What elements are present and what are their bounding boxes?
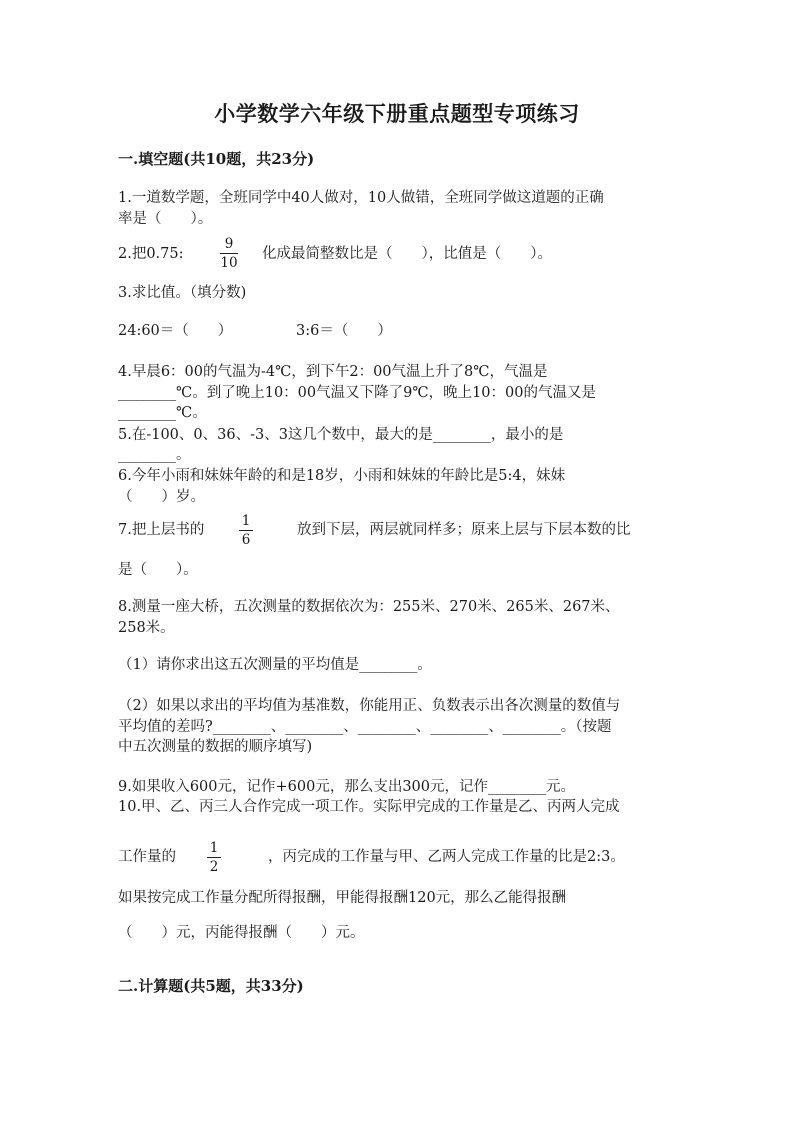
question-1-line-2: 率是（ ）。 — [118, 211, 213, 227]
section-heading-fill-blank: 一.填空题(共10题，共23分) — [118, 150, 315, 168]
question-3-item-1: 24:60＝（ ） — [118, 323, 233, 339]
fraction-numerator: 1 — [241, 513, 251, 529]
question-4-line-1: 4.早晨6：00的气温为-4℃，到下午2：00气温上升了8℃，气温是 — [118, 364, 548, 380]
fraction-denominator: 6 — [241, 532, 251, 548]
question-7-text-before: 7.把上层书的 — [118, 522, 205, 538]
question-5-line-2: ________。 — [118, 447, 191, 463]
page-title: 小学数学六年级下册重点题型专项练习 — [214, 101, 580, 126]
question-10-text-before: 工作量的 — [118, 849, 176, 865]
fraction-denominator: 2 — [209, 859, 219, 875]
question-9-line-1: 9.如果收入600元，记作+600元，那么支出300元，记作________元。 — [118, 779, 576, 795]
question-2-text-before: 2.把0.75: — [118, 246, 184, 262]
question-8-subquestion-2-line-1: （2）如果以求出的平均值为基准数，你能用正、负数表示出各次测量的数值与 — [118, 698, 621, 714]
question-5-line-1: 5.在-100、0、36、-3、3这几个数中，最大的是________，最小的是 — [118, 427, 564, 443]
fraction-bar — [239, 530, 253, 531]
question-10-fraction — [207, 840, 221, 875]
question-10-text-after: ，丙完成的工作量与甲、乙两人完成工作量的比是2:3。 — [268, 849, 625, 865]
question-10-line-3: 如果按完成工作量分配所得报酬，甲能得报酬120元，那么乙能得报酬 — [118, 890, 567, 906]
fraction-denominator: 10 — [220, 255, 238, 271]
question-8-subquestion-2-line-3: 中五次测量的数据的顺序填写) — [118, 739, 313, 755]
question-2-fraction — [220, 236, 238, 271]
question-1-line-1: 1.一道数学题，全班同学中40人做对，10人做错，全班同学做这道题的正确 — [118, 190, 604, 206]
question-3-item-2: 3:6＝（ ） — [296, 323, 392, 339]
question-10-line-1: 10.甲、乙、丙三人合作完成一项工作。实际甲完成的工作量是乙、丙两人完成 — [118, 799, 620, 815]
fraction-numerator: 1 — [209, 840, 219, 856]
question-7-line-2: 是（ ）。 — [118, 562, 198, 578]
question-8-line-2: 258米。 — [118, 620, 175, 636]
question-10-line-4: （ ）元，丙能得报酬（ ）元。 — [118, 925, 365, 941]
question-4-line-2: ________℃。到了晚上10：00气温又下降了9℃，晚上10：00的气温又是 — [118, 385, 596, 401]
question-8-line-1: 8.测量一座大桥，五次测量的数据依次为：255米、270米、265米、267米、 — [118, 599, 620, 615]
fraction-bar — [207, 857, 221, 858]
question-8-subquestion-2-line-2: 平均值的差吗?________、________、________、________、________。（按题 — [118, 719, 612, 735]
question-3-line-1: 3.求比值。（填分数) — [118, 285, 247, 301]
section-heading-calculation: 二.计算题(共5题，共33分) — [118, 977, 304, 995]
question-7-text-after: 放到下层，两层就同样多；原来上层与下层本数的比 — [297, 522, 631, 538]
question-2-text-after: 化成最简整数比是（ ），比值是（ ）。 — [262, 246, 552, 262]
fraction-numerator: 9 — [224, 236, 234, 252]
question-8-subquestion-1: （1）请你求出这五次测量的平均值是________。 — [118, 657, 432, 673]
question-4-line-3: ________℃。 — [118, 405, 207, 421]
question-7-fraction — [239, 513, 253, 548]
fraction-bar — [220, 253, 238, 254]
question-6-line-1: 6.今年小雨和妹妹年龄的和是18岁，小雨和妹妹的年龄比是5:4，妹妹 — [118, 468, 566, 484]
question-6-line-2: （ ）岁。 — [118, 489, 205, 505]
